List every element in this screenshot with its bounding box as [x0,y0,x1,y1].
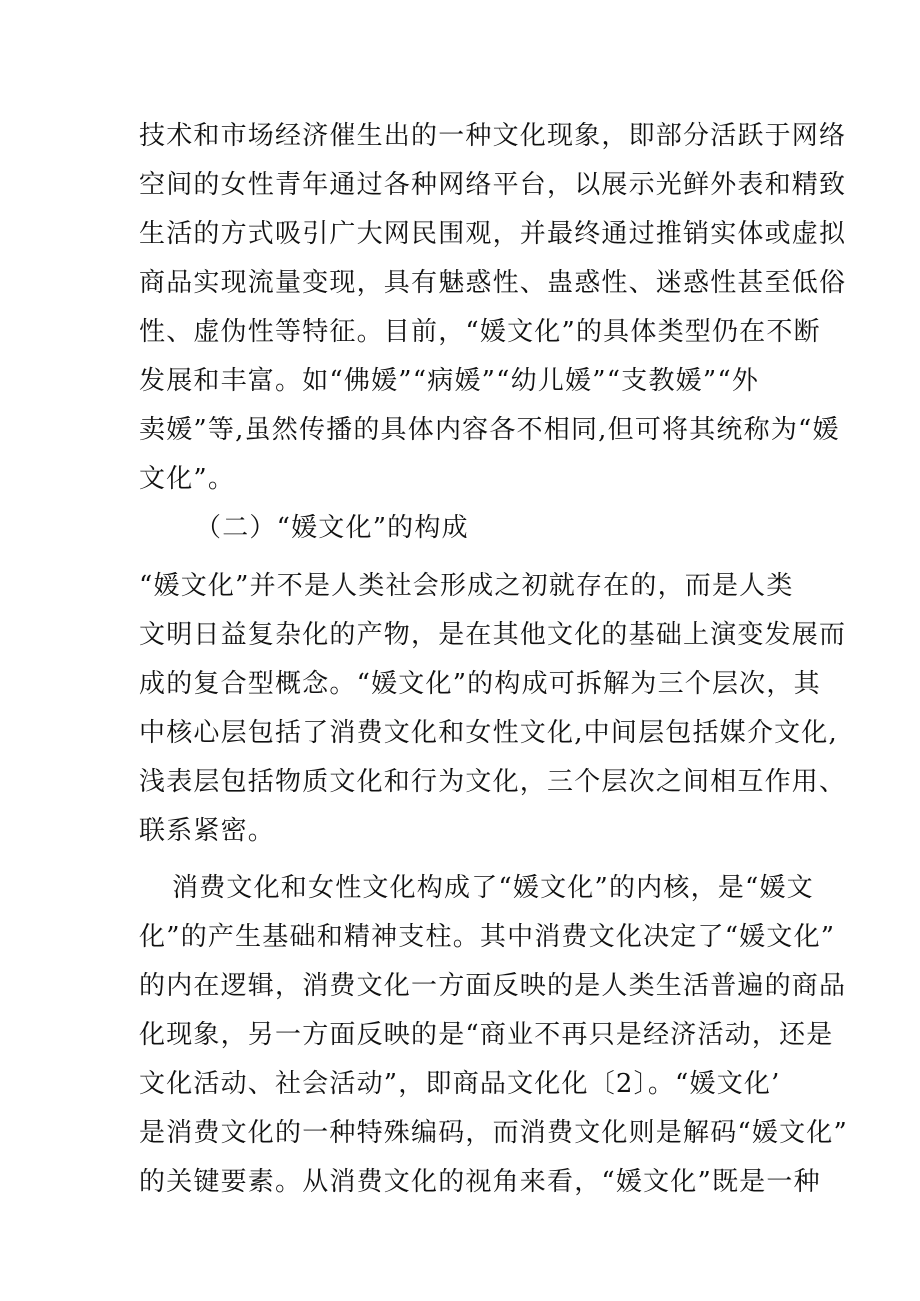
paragraph-3-line: 的关键要素。从消费文化的视角来看，“媛文化”既是一种 [139,1167,821,1197]
paragraph-1-line: 商品实现流量变现，具有魅惑性、蛊惑性、迷惑性甚至低俗 [139,268,847,298]
paragraph-1-line: 卖媛”等,虽然传播的具体内容各不相同,但可将其统称为“媛 [139,415,840,445]
paragraph-3-line: 消费文化和女性文化构成了“媛文化”的内核，是“媛文 [172,873,814,903]
paragraph-2-line: 成的复合型概念。“媛文化”的构成可拆解为三个层次，其 [139,669,821,699]
paragraph-1-line: 性、虚伪性等特征。目前，“媛文化”的具体类型仍在不断 [139,317,821,347]
paragraph-1-line: 生活的方式吸引广大网民围观，并最终通过推销实体或虚拟 [139,219,847,249]
paragraph-1-line: 空间的女性青年通过各种网络平台，以展示光鲜外表和精致 [139,170,847,200]
paragraph-2-line: 文明日益复杂化的产物，是在其他文化的基础上演变发展而 [139,620,847,650]
paragraph-2-line: 浅表层包括物质文化和行为文化，三个层次之间相互作用、 [139,767,847,797]
paragraph-3-line: 的内在逻辑，消费文化一方面反映的是人类生活普遍的商品 [139,971,847,1001]
paragraph-2-line: “媛文化”并不是人类社会形成之初就存在的，而是人类 [139,571,794,601]
paragraph-1-line: 文化”。 [139,464,236,494]
paragraph-1-line: 发展和丰富。如“佛媛”“病媛”“幼儿媛”“支教媛”“外 [139,366,760,396]
paragraph-3-line: 化”的产生基础和精神支柱。其中消费文化决定了“媛文化” [139,922,836,952]
paragraph-2-line: 中核心层包括了消费文化和女性文化,中间层包括媒介文化, [139,718,838,748]
paragraph-3-line: 文化活动、社会活动”，即商品文化化〔2〕。“媛文化’ [139,1069,781,1099]
section-heading: （二）“媛文化”的构成 [195,513,469,543]
paragraph-3-line: 化现象，另一方面反映的是“商业不再只是经济活动，还是 [139,1020,834,1050]
paragraph-2-line: 联系紧密。 [139,816,276,846]
paragraph-1-line: 技术和市场经济催生出的一种文化现象，即部分活跃于网络 [139,121,847,151]
paragraph-3-line: 是消费文化的一种特殊编码，而消费文化则是解码“媛文化” [139,1118,848,1148]
